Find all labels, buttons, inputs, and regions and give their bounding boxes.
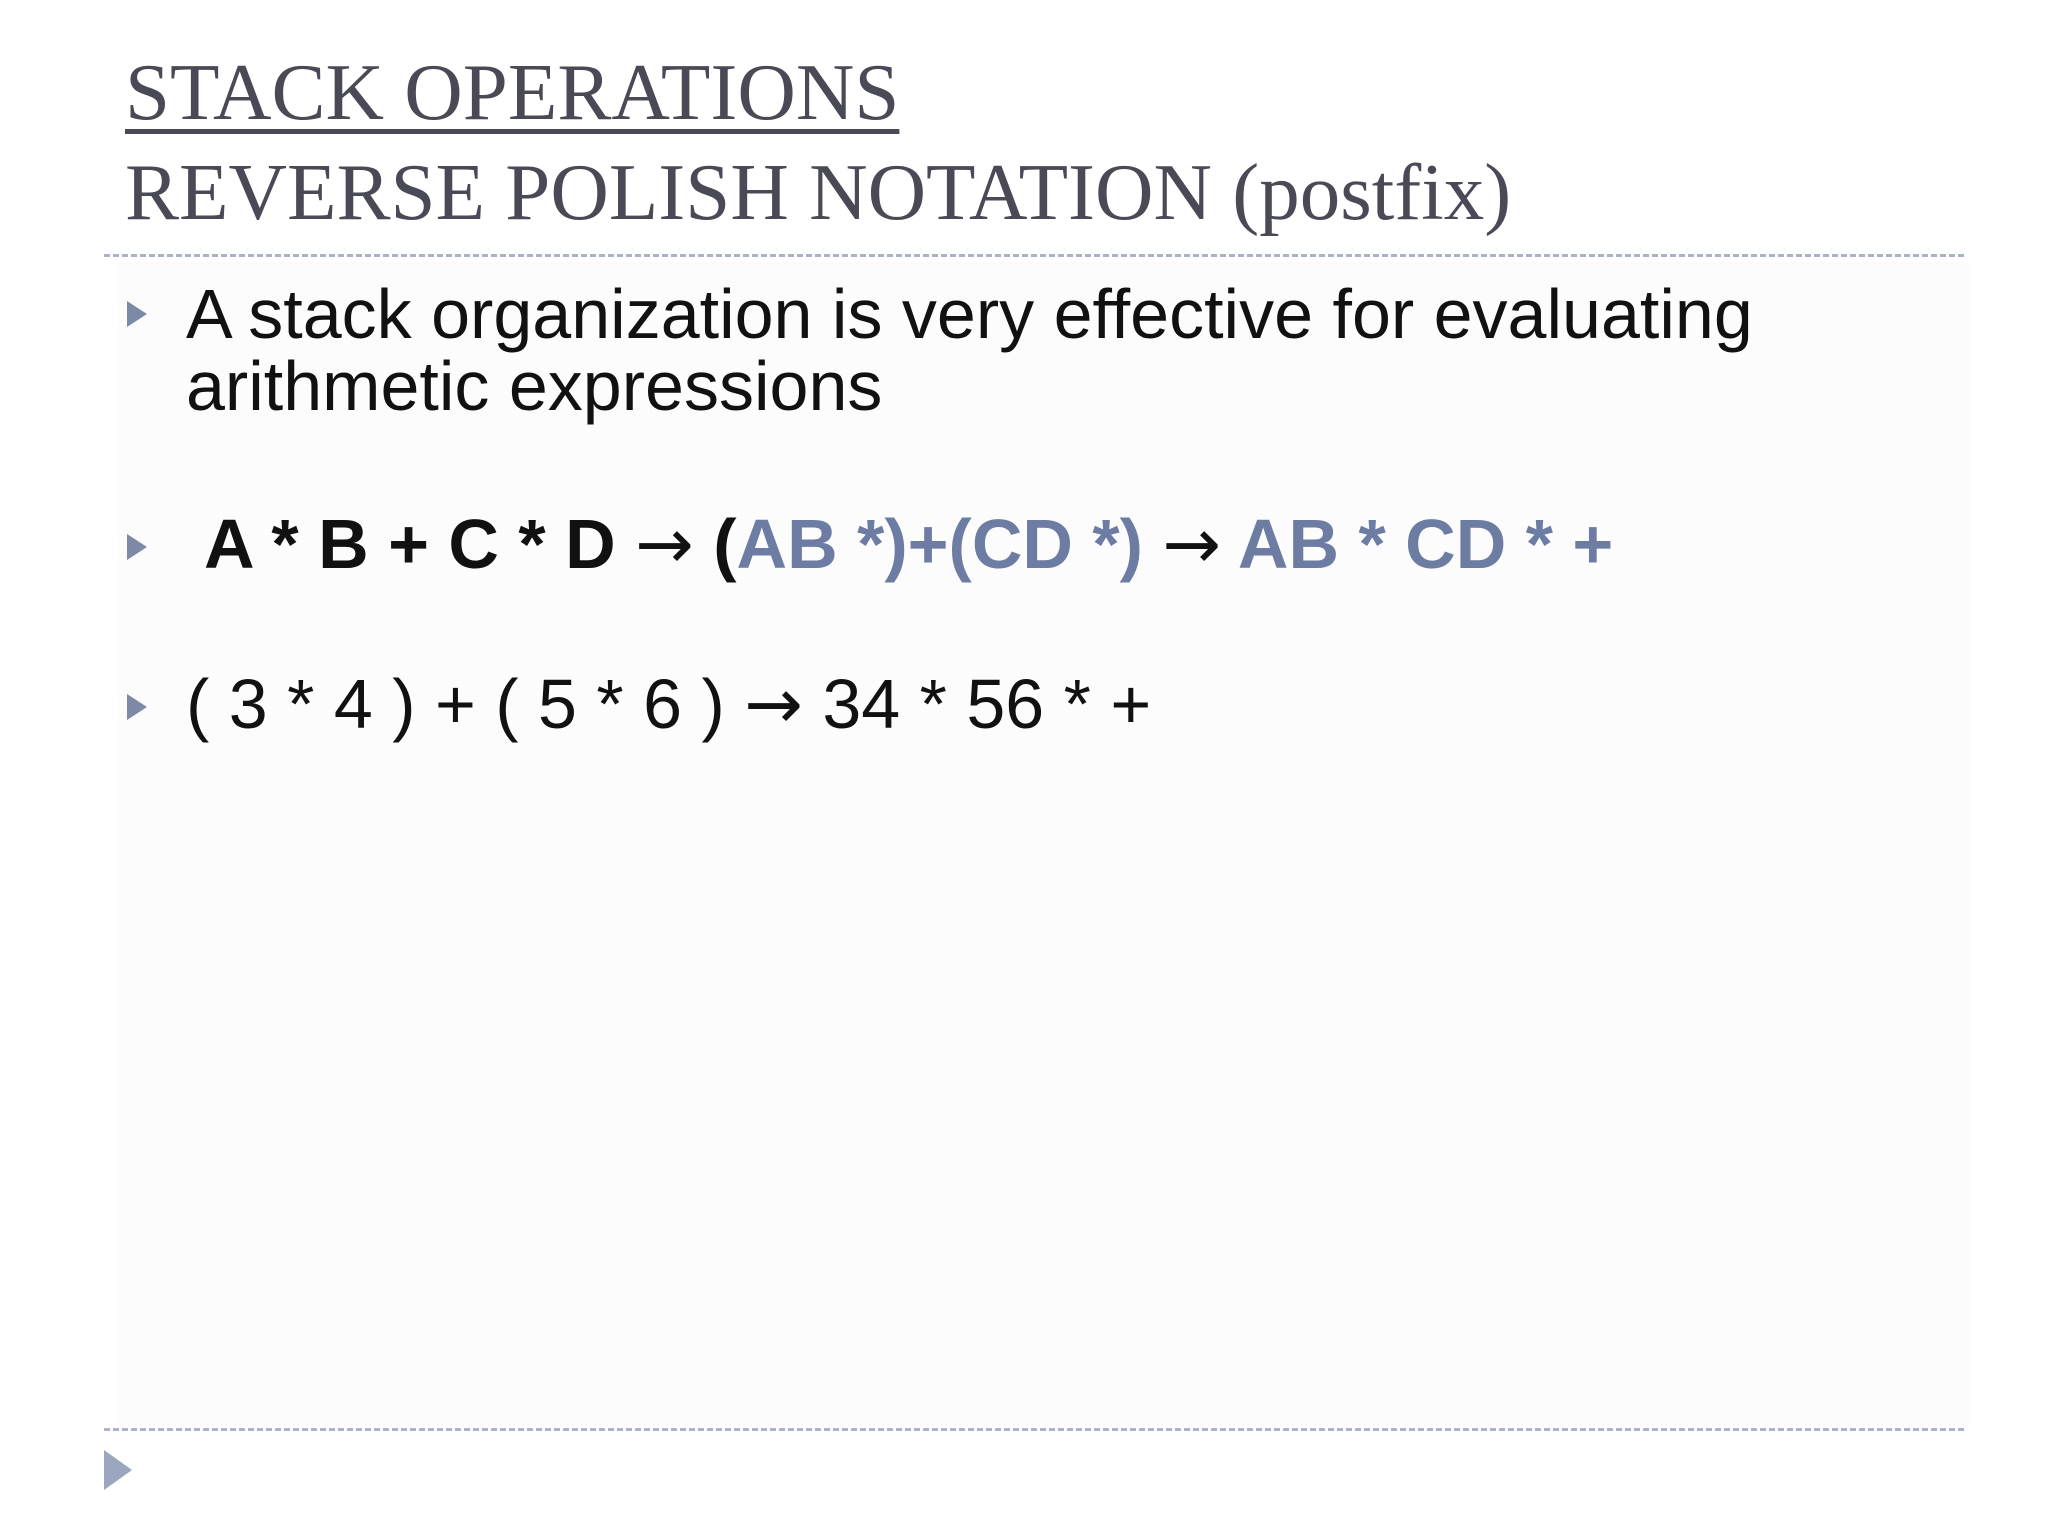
bullet-item-stack-organization: A stack organization is very effective for evaluating arithmetic expressions [186,275,1753,426]
triangle-bullet-icon [127,694,147,720]
infix-expression: A * B + C * D [204,505,616,583]
triangle-bullet-icon [127,534,147,560]
slide-title: STACK OPERATIONS [125,47,900,137]
bottom-divider [104,1428,1964,1431]
content-area [118,262,1970,1426]
bullet-item-numeric-example [186,663,1152,745]
arrow-symbol: → [1162,503,1222,585]
open-paren: ( [713,505,737,583]
postfix-expression: AB * CD * + [1237,505,1614,583]
grouped-expression: AB *)+(CD *) [736,505,1143,583]
numeric-infix-expression: ( 3 * 4 ) + ( 5 * 6 ) [186,665,725,743]
triangle-nav-icon[interactable] [104,1450,132,1490]
numeric-postfix-expression: 34 * 56 * + [822,665,1152,743]
top-divider [104,254,1964,257]
bullet-item-infix-example [204,503,1614,585]
triangle-bullet-icon [127,301,147,327]
arrow-symbol: → [744,663,803,745]
arrow-symbol: → [635,503,694,585]
slide-subtitle: REVERSE POLISH NOTATION (postfix) [125,147,1512,237]
